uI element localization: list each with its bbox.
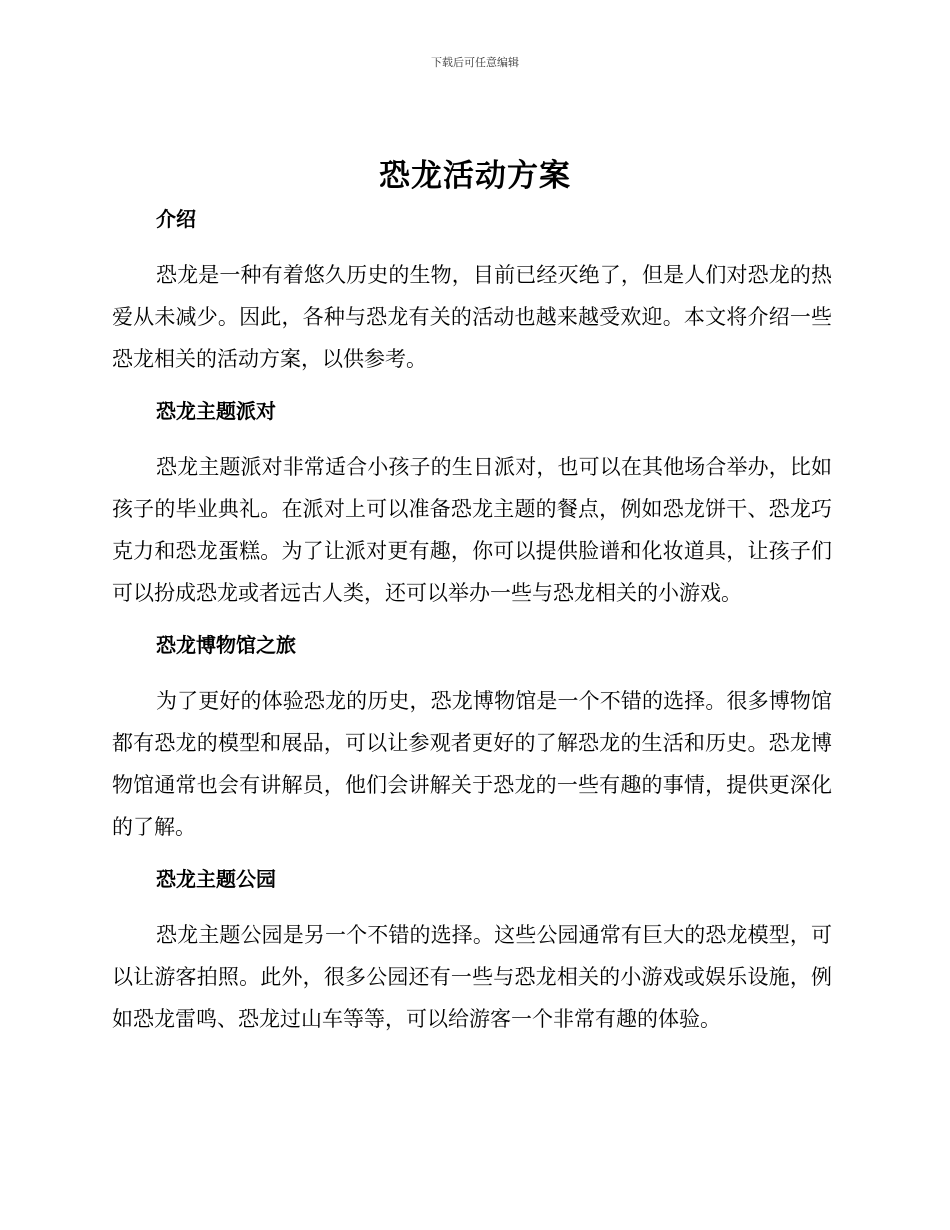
section-body-park: 恐龙主题公园是另一个不错的选择。这些公园通常有巨大的恐龙模型，可以让游客拍照。此外，很多公园还有一些与恐龙相关的小游戏或娱乐设施，例如恐龙雷鸣、恐龙过山车等等，可以给游客一个非常有趣的体验。 xyxy=(112,923,832,1031)
section-heading-party: 恐龙主题派对 xyxy=(156,399,276,423)
section-body-party: 恐龙主题派对非常适合小孩子的生日派对，也可以在其他场合举办，比如孩子的毕业典礼。在派对上可以准备恐龙主题的餐点，例如恐龙饼干、恐龙巧克力和恐龙蛋糕。为了让派对更有趣，你可以提供脸谱和化妆道具，让孩子们可以扮成恐龙或者远古人类，还可以举办一些与恐龙相关的小游戏。 xyxy=(112,455,832,605)
document-title: 恐龙活动方案 xyxy=(379,158,571,194)
header-note: 下载后可任意编辑 xyxy=(431,56,519,69)
document-body xyxy=(112,200,832,1040)
section-heading-museum: 恐龙博物馆之旅 xyxy=(156,633,296,657)
section-heading-intro: 介绍 xyxy=(156,207,196,231)
section-heading-park: 恐龙主题公园 xyxy=(156,867,276,891)
section-body-museum: 为了更好的体验恐龙的历史，恐龙博物馆是一个不错的选择。很多博物馆都有恐龙的模型和展品，可以让参观者更好的了解恐龙的生活和历史。恐龙博物馆通常也会有讲解员，他们会讲解关于恐龙的一些有趣的事情，提供更深化的了解。 xyxy=(112,689,832,839)
section-body-intro: 恐龙是一种有着悠久历史的生物，目前已经灭绝了，但是人们对恐龙的热爱从未减少。因此，各种与恐龙有关的活动也越来越受欢迎。本文将介绍一些恐龙相关的活动方案，以供参考。 xyxy=(112,263,832,371)
